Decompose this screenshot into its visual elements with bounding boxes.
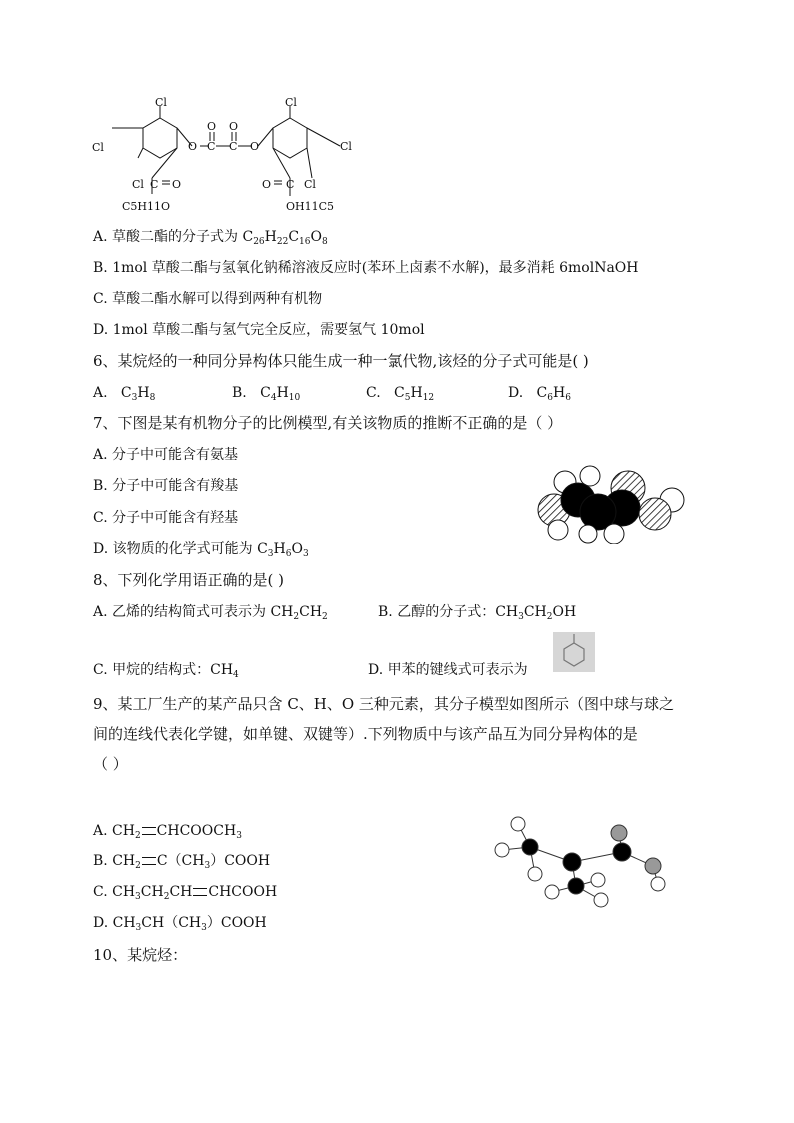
toluene-skeletal-image: [553, 632, 595, 672]
label-cl: Cl: [92, 141, 104, 154]
q6-option-d: D. $C_6H_6$: [508, 385, 571, 403]
q6-stem: 6、某烷烃的一种同分异构体只能生成一种一氯代物,该烃的分子式可能是( ): [93, 352, 589, 370]
q7-option-c: C. 分子中可能含有羟基: [93, 510, 239, 526]
q9-stem-line-2: 间的连线代表化学键，如单键、双键等）.下列物质中与该产品互为同分异构体的是: [93, 725, 638, 743]
q9-option-b: B. $CH_2$ $C(CH_3)COOH$: [93, 853, 271, 871]
q7-option-d: D. 该物质的化学式可能为 $C_3H_6O_3$: [93, 541, 309, 559]
q9-stem-line-1: 9、某工厂生产的某产品只含 C、H、O 三种元素，其分子模型如图所示（图中球与球之: [93, 695, 674, 713]
q9-option-d: D. $CH_3CH(CH_3)COOH$: [93, 915, 267, 933]
label-o: O: [207, 120, 217, 133]
double-bond: [142, 827, 156, 835]
q9-stem-line-3: （ ）: [93, 755, 128, 773]
label-o: O: [172, 178, 182, 191]
q10-stem: 10、某烷烃：: [93, 946, 188, 964]
label-o: O: [262, 178, 272, 191]
double-bond: [193, 888, 207, 896]
left-ester-group: C5H11O: [122, 200, 171, 213]
q7-option-b: B. 分子中可能含有羧基: [93, 478, 239, 494]
q5-option-d: D. 1mol 草酸二酯与氢气完全反应，需要氢气 10mol: [93, 322, 425, 338]
label-cl: Cl: [340, 140, 352, 153]
label-o: O: [188, 140, 198, 153]
space-filling-model: [530, 464, 690, 544]
ball-and-stick-model: [490, 814, 680, 914]
double-bond: [142, 857, 156, 865]
label-o: O: [229, 120, 239, 133]
right-ester-group: OH11C5: [286, 200, 335, 213]
q8-option-a: A. 乙烯的结构简式可表示为 $CH_2CH_2$: [93, 604, 328, 622]
q8-stem: 8、下列化学用语正确的是( ): [93, 571, 285, 589]
q6-option-c: C. $C_5H_{12}$: [366, 385, 435, 403]
q7-stem: 7、下图是某有机物分子的比例模型,有关该物质的推断不正确的是（ ）: [93, 414, 563, 432]
label-cl: Cl: [132, 178, 144, 191]
q5-option-b: B. 1mol 草酸二酯与氢氧化钠稀溶液反应时(苯环上卤素不水解)，最多消耗 6molNaOH: [93, 260, 639, 276]
q8-option-b: B. 乙醇的分子式：$CH_3CH_2OH$: [378, 604, 577, 622]
label-c: C: [150, 178, 159, 191]
oxalate-diester-structure: [90, 96, 370, 218]
q6-option-b: B. $C_4H_{10}$: [232, 385, 301, 403]
label-cl: Cl: [155, 96, 167, 109]
label-cl: Cl: [304, 178, 316, 191]
q7-option-a: A. 分子中可能含有氨基: [93, 447, 239, 463]
q5-option-a: A. 草酸二酯的分子式为 $C_{26}H_{22}C_{16}O_8$: [93, 229, 328, 247]
q8-option-c: C. 甲烷的结构式：$CH_4$: [93, 662, 239, 680]
q6-option-a: A. $C_3H_8$: [93, 385, 156, 403]
label-c: C: [286, 178, 295, 191]
q5-option-c: C. 草酸二酯水解可以得到两种有机物: [93, 291, 323, 307]
label-o: O: [250, 140, 260, 153]
q9-option-a: A. $CH_2$ $CHCOOCH_3$: [93, 823, 242, 841]
q9-option-c: C. $CH_3CH_2CH$ CHCOOH: [93, 884, 278, 902]
q8-option-d: D. 甲苯的键线式可表示为: [368, 662, 528, 678]
label-c: C: [229, 140, 238, 153]
label-c: C: [207, 140, 216, 153]
label-cl: Cl: [285, 96, 297, 109]
